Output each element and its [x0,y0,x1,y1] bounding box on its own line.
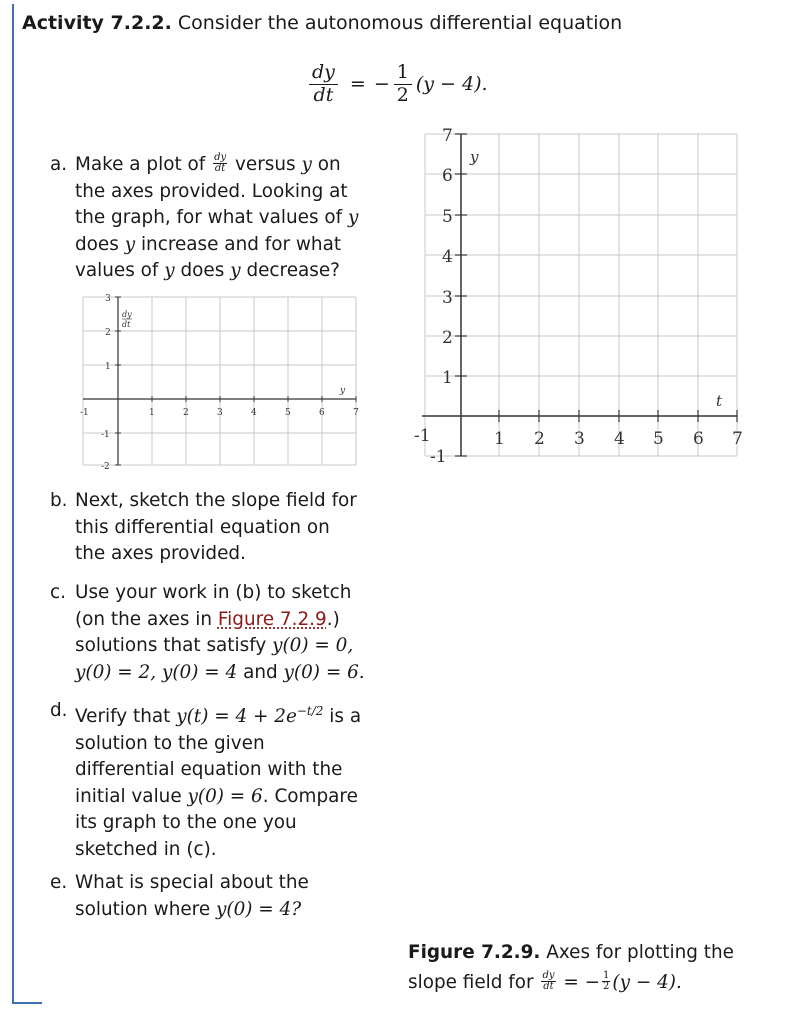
big-x-tick: -1 [414,426,431,446]
big-y-tick: 5 [442,207,453,227]
task-letter: e. [50,872,68,893]
tiny-derivative: $\frac{dy}{dt}$ [542,969,555,992]
small-x-tick: 4 [251,408,257,418]
tiny-half: $\frac{1}{2}$ [603,969,610,992]
task-letter: a. [50,154,68,175]
small-y-tick: 1 [105,362,111,372]
big-y-tick: 6 [442,166,453,186]
task-letter: c. [50,582,66,603]
big-x-tick: 3 [574,429,585,449]
bottom-rule [12,1002,42,1004]
small-y-label-num: dy [122,310,132,319]
activity-label: Activity 7.2.2. [22,12,172,34]
activity-intro: Consider the autonomous differential equation [177,12,623,34]
big-x-tick: 6 [693,429,704,449]
activity-heading [22,12,622,34]
small-x-tick: 3 [217,408,223,418]
equation-rest: (y − 4). [415,73,488,95]
small-y-tick: -1 [101,430,110,440]
small-x-tick: 1 [149,408,155,418]
big-x-label: t [716,392,723,410]
big-x-tick: 1 [494,429,505,449]
small-x-tick: 6 [319,408,325,418]
small-y-tick: -2 [101,462,110,472]
big-y-tick: 4 [442,247,453,267]
small-y-tick: 2 [105,328,111,338]
big-x-tick: 5 [653,429,664,449]
big-plot-axes [400,126,745,466]
small-x-tick: 7 [353,408,359,418]
big-plot-grid [425,134,737,456]
small-x-tick: -1 [80,408,89,418]
small-plot-axes [78,290,368,475]
figure-link[interactable]: Figure 7.2.9 [217,608,327,630]
caption-label: Figure 7.2.9. [408,942,541,963]
tiny-derivative: $\frac{dy}{dt}$ [214,151,227,174]
derivative-fraction: $\frac{dy}{dt}$ [309,63,338,106]
small-x-tick: 5 [285,408,291,418]
left-rule [12,4,14,1003]
half-fraction: $\frac{1}{2}$ [394,63,412,106]
big-y-tick: 2 [442,328,453,348]
task-letter: d. [50,700,68,721]
display-equation: $\frac{dy}{dt}$ = − $\frac{1}{2}$ (y − 4). [305,54,488,114]
figure-caption: Figure 7.2.9. Axes for plotting the slope field for $\frac{dy}{dt}$ = − $\frac{1}{2}$ (y − 4). [408,942,734,993]
small-x-label: y [340,386,346,396]
small-y-tick: 3 [105,294,111,304]
big-y-tick: 7 [442,126,453,146]
task-letter: b. [50,490,68,511]
big-y-label: y [470,148,479,166]
big-y-tick: 3 [442,288,453,308]
big-y-tick: 1 [442,368,453,388]
big-y-tick: -1 [430,447,447,466]
small-x-tick: 2 [183,408,189,418]
big-x-tick: 2 [534,429,545,449]
big-x-tick: 4 [614,429,625,449]
big-x-tick: 7 [732,429,743,449]
small-y-label-den: dt [122,320,131,329]
